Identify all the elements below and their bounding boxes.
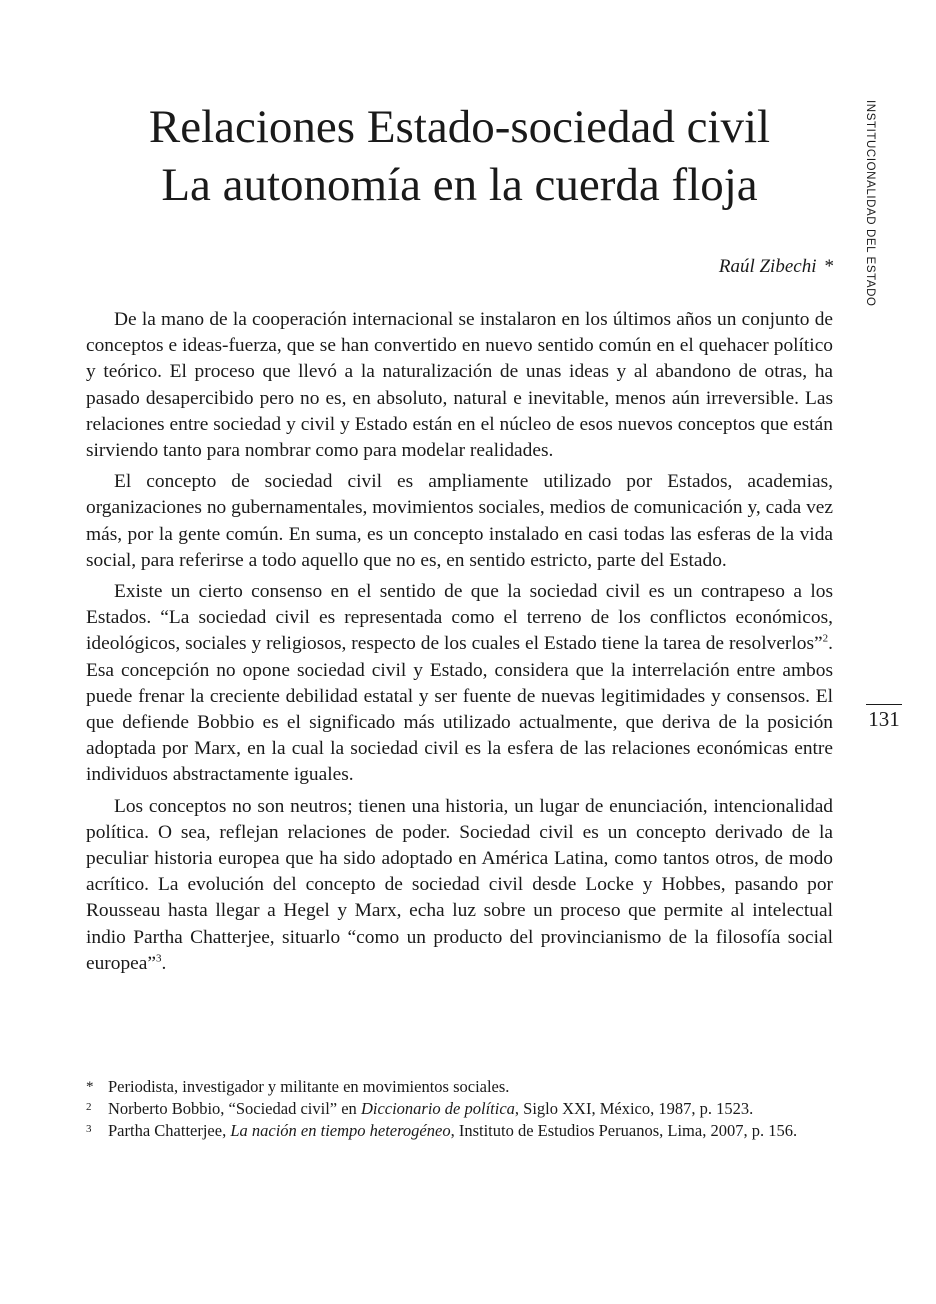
paragraph-3-text-a: Existe un cierto consenso en el sentido de que la sociedad civil es un contrapeso a los Estados. “La sociedad civil es representada como el terreno de los conflictos económicos, ideológicos, sociales y religiosos, respecto de los cuales el Estado tiene la tarea de resolverlos”	[86, 581, 833, 655]
author-byline	[719, 256, 834, 278]
page-number-rule	[866, 704, 902, 705]
chapter-title-line-2: La autonomía en la cuerda floja	[161, 159, 758, 211]
footnote-text: Norberto Bobbio, “Sociedad civil” en	[108, 1099, 361, 1118]
footnote-book-title: La nación en tiempo heterogéneo	[230, 1121, 451, 1140]
chapter-title-line-1: Relaciones Estado-sociedad civil	[148, 101, 771, 153]
footnote-2	[86, 1098, 833, 1120]
footnote-mark: 3	[86, 1123, 92, 1135]
paragraph-4-text-b: .	[161, 952, 167, 974]
paragraph-4-text-a: Los conceptos no son neutros; tienen una historia, un lugar de enunciación, intencionalidad política. O sea, reflejan relaciones de poder. Sociedad civil es un concepto derivado de la peculiar historia europea que ha sido adoptado en América Latina, como tantos otros, de modo acrítico. La evolución del concepto de sociedad civil desde Locke y Hobbes, pasando por Rousseau hasta llegar a Hegel y Marx, echa luz sobre un proceso que permite al intelectual indio Partha Chatterjee, situarlo “como un producto del provincianismo de la filosofía social europea”	[86, 795, 833, 974]
author-footnote-mark: *	[824, 256, 834, 277]
author-name: Raúl Zibechi	[718, 256, 817, 277]
footnote-text: , Instituto de Estudios Peruanos, Lima, 2007, p. 156.	[450, 1121, 798, 1140]
paragraph-3-text-b: . Esa concepción no opone sociedad civil y Estado, considera que la interrelación entre ambos puede frenar la creciente debilidad estatal y ser fuente de nuevas legitimidades y consensos. El que defiende Bobbio es el significado más utilizado actualmente, que deriva de la posición adoptada por Marx, en la cual la sociedad civil es la esfera de las relaciones económicas entre individuos abstractamente iguales.	[86, 633, 833, 786]
footnote-mark: *	[86, 1079, 94, 1095]
paragraph-2: El concepto de sociedad civil es ampliamente utilizado por Estados, academias, organizaciones no gubernamentales, movimientos sociales, medios de comunicación y, cada vez más, por la gente común. En suma, es un concepto instalado en casi todas las esferas de la vida social, para referirse a todo aquello que no es, en sentido estricto, parte del Estado.	[86, 471, 833, 571]
chapter-title	[86, 98, 833, 214]
footnote-mark: 2	[86, 1101, 92, 1113]
paragraph-1: De la mano de la cooperación internacional se instalaron en los últimos años un conjunto de conceptos e ideas-fuerza, que se han convertido en nuevo sentido común en el quehacer político y teórico. El proceso que llevó a la naturalización de unas ideas y al abandono de otras, ha pasado desapercibido pero no es, en absoluto, natural e inevitable, menos aún irreversible. Las relaciones entre sociedad y civil y Estado están en el núcleo de esos nuevos conceptos que están sirviendo tanto para nombrar como para modelar realidades.	[86, 309, 833, 462]
footnote-ref-3: 3	[155, 952, 162, 965]
section-running-head	[864, 100, 888, 330]
footnote-3	[86, 1120, 833, 1142]
page-number: 131	[868, 707, 900, 731]
paragraph-4	[86, 794, 833, 977]
body-text	[86, 307, 833, 982]
footnote-author	[86, 1076, 833, 1098]
footnotes	[86, 1076, 833, 1142]
footnote-text: , Siglo XXI, México, 1987, p. 1523.	[514, 1099, 754, 1118]
section-running-head-text: INSTITUCIONALIDAD DEL ESTADO	[864, 100, 876, 307]
footnote-book-title: Diccionario de política	[360, 1099, 515, 1118]
footnote-text: Partha Chatterjee,	[108, 1121, 231, 1140]
footnote-ref-2: 2	[822, 632, 829, 645]
paragraph-3	[86, 579, 833, 789]
footnote-text: Periodista, investigador y militante en movimientos sociales.	[108, 1077, 510, 1096]
